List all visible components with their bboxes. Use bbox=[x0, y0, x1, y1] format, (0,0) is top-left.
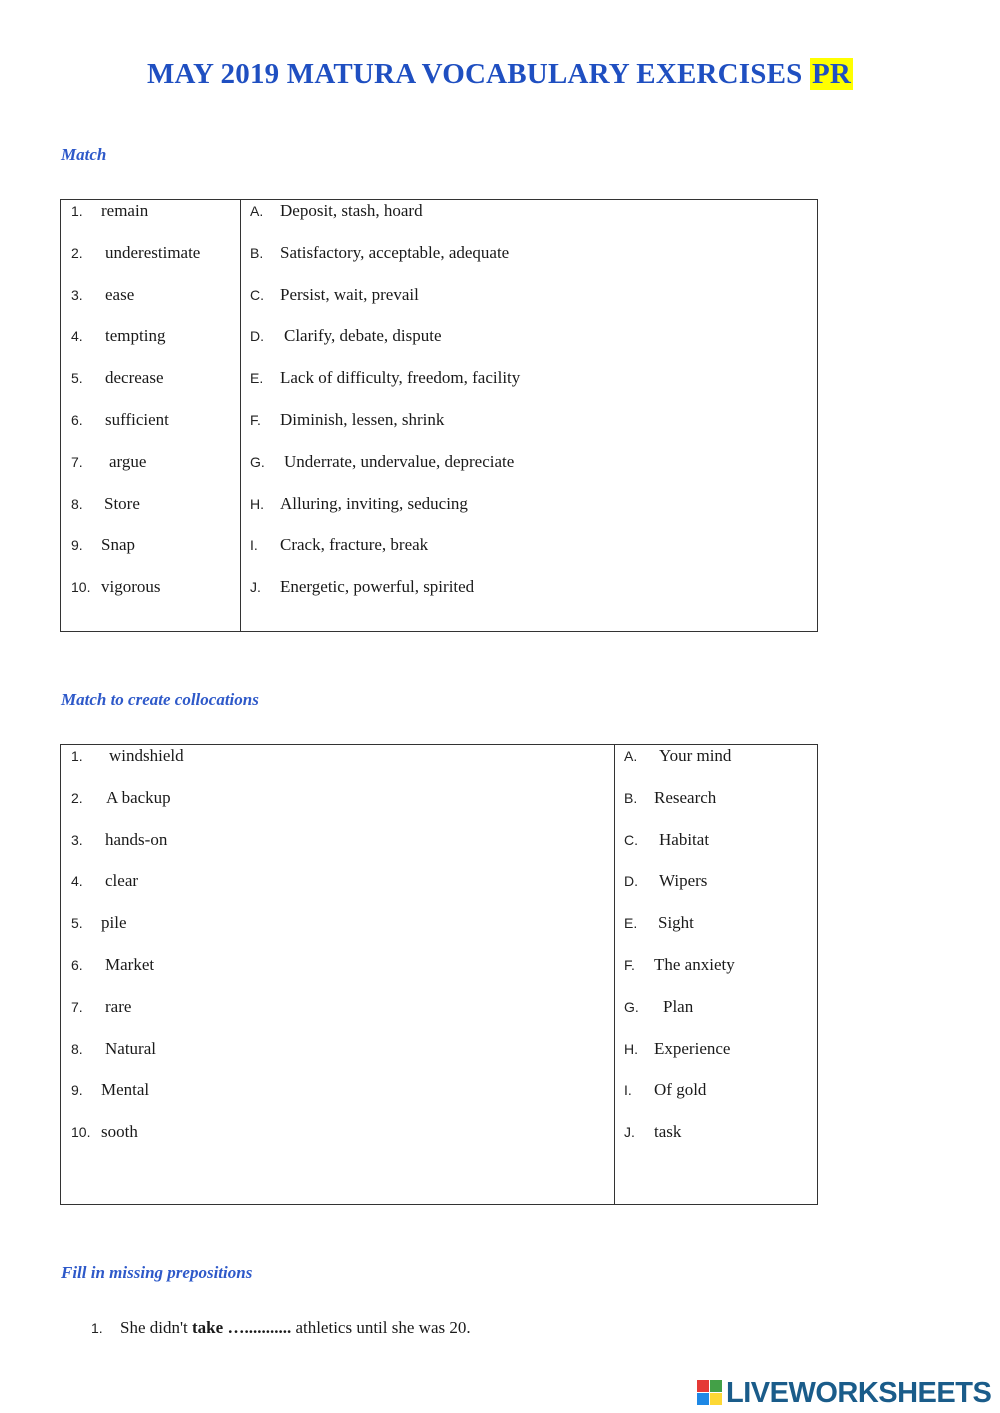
left-item-2 bbox=[71, 241, 201, 265]
right-item-j bbox=[250, 575, 475, 599]
right-item-a bbox=[624, 744, 732, 768]
liveworksheets-logo bbox=[697, 1376, 991, 1410]
item-text: Persist, wait, prevail bbox=[280, 284, 419, 304]
section2-heading: Match to create collocations bbox=[61, 690, 259, 709]
item-text: hands-on bbox=[105, 829, 168, 849]
item-number: 4. bbox=[71, 873, 83, 890]
item-text: Snap bbox=[101, 535, 135, 555]
item-text: rare bbox=[105, 996, 132, 1016]
item-text: Underrate, undervalue, depreciate bbox=[284, 451, 515, 471]
item-number: 3. bbox=[71, 286, 83, 303]
item-text: Diminish, lessen, shrink bbox=[280, 410, 445, 429]
left-item-8 bbox=[71, 492, 140, 516]
item-text: Energetic, powerful, spirited bbox=[280, 577, 475, 597]
left-item-7 bbox=[71, 450, 147, 474]
title-main: MAY 2019 MATURA VOCABULARY EXERCISES bbox=[146, 58, 803, 90]
left-item-10 bbox=[71, 575, 161, 599]
right-item-e bbox=[250, 366, 521, 390]
item-number: 4. bbox=[71, 328, 83, 345]
item-number: 8. bbox=[71, 495, 83, 512]
item-letter: D. bbox=[250, 328, 264, 345]
logo-text: LIVEWORKSHEETS bbox=[726, 1376, 992, 1409]
item-text: Of gold bbox=[654, 1080, 707, 1100]
item-text: The anxiety bbox=[654, 955, 735, 974]
item-number: 7. bbox=[71, 998, 83, 1015]
right-item-e bbox=[624, 911, 694, 935]
item-text: sooth bbox=[101, 1122, 138, 1142]
item-number: 10. bbox=[71, 579, 91, 596]
column-divider bbox=[614, 745, 615, 1204]
collocations-table bbox=[60, 744, 818, 1205]
item-letter: F. bbox=[250, 412, 261, 428]
left-item-4 bbox=[71, 869, 139, 893]
right-item-f bbox=[250, 408, 445, 432]
item-number: 1. bbox=[71, 203, 83, 219]
item-letter: E. bbox=[250, 370, 264, 387]
left-item-5 bbox=[71, 911, 127, 935]
right-item-c bbox=[250, 283, 419, 307]
item-letter: B. bbox=[250, 244, 264, 261]
item-number: 2. bbox=[71, 244, 83, 261]
page-title bbox=[0, 58, 1000, 91]
keyword: take bbox=[192, 1318, 224, 1337]
item-text: vigorous bbox=[101, 577, 161, 597]
item-text: pile bbox=[101, 913, 127, 933]
item-text: A backup bbox=[106, 787, 171, 807]
right-item-d bbox=[624, 869, 708, 893]
item-text: sufficient bbox=[105, 410, 169, 429]
item-letter: G. bbox=[250, 453, 265, 470]
item-text: Wipers bbox=[659, 871, 708, 891]
item-text: Lack of difficulty, freedom, facility bbox=[280, 368, 521, 388]
item-letter: I. bbox=[624, 1082, 632, 1099]
section3-heading: Fill in missing prepositions bbox=[61, 1263, 253, 1282]
item-number: 7. bbox=[71, 453, 83, 470]
column-divider bbox=[240, 200, 241, 631]
left-item-3 bbox=[71, 283, 135, 307]
right-item-a bbox=[250, 199, 423, 223]
left-item-1 bbox=[71, 744, 184, 768]
title-highlight: PR bbox=[811, 58, 851, 90]
item-text: Sight bbox=[658, 913, 694, 933]
item-text: remain bbox=[101, 201, 149, 220]
item-text: Clarify, debate, dispute bbox=[284, 326, 442, 346]
item-text: ease bbox=[105, 284, 135, 304]
match-table bbox=[60, 199, 818, 632]
sentence-end: athletics until she was 20. bbox=[291, 1318, 471, 1337]
right-item-h bbox=[250, 492, 468, 516]
item-letter: C. bbox=[624, 831, 638, 848]
item-text: clear bbox=[105, 871, 139, 891]
item-letter: G. bbox=[624, 998, 639, 1015]
item-letter: C. bbox=[250, 286, 264, 303]
left-item-9 bbox=[71, 533, 135, 557]
right-item-g bbox=[250, 450, 515, 474]
left-item-6 bbox=[71, 408, 169, 432]
item-letter: J. bbox=[624, 1124, 635, 1141]
sentence-start: She didn't bbox=[120, 1318, 193, 1337]
left-item-1 bbox=[71, 199, 149, 223]
item-letter: D. bbox=[624, 873, 638, 890]
right-item-g bbox=[624, 995, 694, 1019]
item-number: 1. bbox=[71, 748, 83, 764]
item-letter: A. bbox=[624, 748, 638, 764]
section1-heading: Match bbox=[61, 145, 107, 164]
item-text: Natural bbox=[105, 1038, 156, 1058]
item-text: Research bbox=[654, 787, 717, 807]
item-number: 2. bbox=[71, 789, 83, 806]
item-text: task bbox=[654, 1122, 682, 1142]
left-item-7 bbox=[71, 995, 132, 1019]
left-item-6 bbox=[71, 953, 155, 977]
right-item-d bbox=[250, 324, 442, 348]
left-item-5 bbox=[71, 366, 164, 390]
item-number: 5. bbox=[71, 370, 83, 387]
item-letter: H. bbox=[250, 495, 264, 512]
left-item-8 bbox=[71, 1037, 156, 1061]
item-text: Crack, fracture, break bbox=[280, 535, 429, 555]
item-number: 6. bbox=[71, 957, 83, 973]
item-text: underestimate bbox=[105, 242, 201, 262]
preposition-exercise-1 bbox=[91, 1316, 471, 1340]
right-item-b bbox=[624, 786, 717, 810]
item-text: Store bbox=[104, 493, 140, 513]
item-text: tempting bbox=[105, 326, 166, 346]
item-letter: B. bbox=[624, 789, 638, 806]
item-number: 8. bbox=[71, 1040, 83, 1057]
item-text: decrease bbox=[105, 368, 164, 388]
item-letter: F. bbox=[624, 957, 635, 973]
item-text: Satisfactory, acceptable, adequate bbox=[280, 242, 510, 262]
item-text: Experience bbox=[654, 1038, 731, 1058]
left-item-4 bbox=[71, 324, 166, 348]
right-item-b bbox=[250, 241, 510, 265]
item-text: Deposit, stash, hoard bbox=[280, 201, 423, 220]
item-text: Your mind bbox=[659, 746, 732, 765]
item-letter: E. bbox=[624, 915, 638, 932]
item-number: 6. bbox=[71, 412, 83, 428]
item-number: 9. bbox=[71, 1082, 83, 1099]
right-item-i bbox=[250, 533, 429, 557]
right-item-h bbox=[624, 1037, 731, 1061]
item-letter: A. bbox=[250, 203, 264, 219]
item-text: Alluring, inviting, seducing bbox=[280, 493, 468, 513]
item-letter: H. bbox=[624, 1040, 638, 1057]
right-item-i bbox=[624, 1078, 707, 1102]
item-text: Mental bbox=[101, 1080, 150, 1100]
answer-blank[interactable]: …........... bbox=[223, 1318, 292, 1337]
item-text: windshield bbox=[109, 746, 184, 765]
left-item-9 bbox=[71, 1078, 150, 1102]
left-item-3 bbox=[71, 828, 168, 852]
item-number: 3. bbox=[71, 831, 83, 848]
right-item-j bbox=[624, 1120, 682, 1144]
left-item-2 bbox=[71, 786, 171, 810]
item-number: 5. bbox=[71, 915, 83, 932]
item-text: Market bbox=[105, 955, 155, 974]
item-number: 1. bbox=[91, 1320, 103, 1336]
item-text: Plan bbox=[663, 996, 694, 1016]
item-letter: I. bbox=[250, 537, 258, 554]
item-letter: J. bbox=[250, 579, 261, 596]
item-text: Habitat bbox=[659, 829, 710, 849]
liveworksheets-logo-icon bbox=[697, 1380, 723, 1406]
item-number: 10. bbox=[71, 1124, 91, 1141]
left-item-10 bbox=[71, 1120, 138, 1144]
item-text: argue bbox=[109, 451, 147, 471]
item-number: 9. bbox=[71, 537, 83, 554]
right-item-c bbox=[624, 828, 710, 852]
right-item-f bbox=[624, 953, 735, 977]
